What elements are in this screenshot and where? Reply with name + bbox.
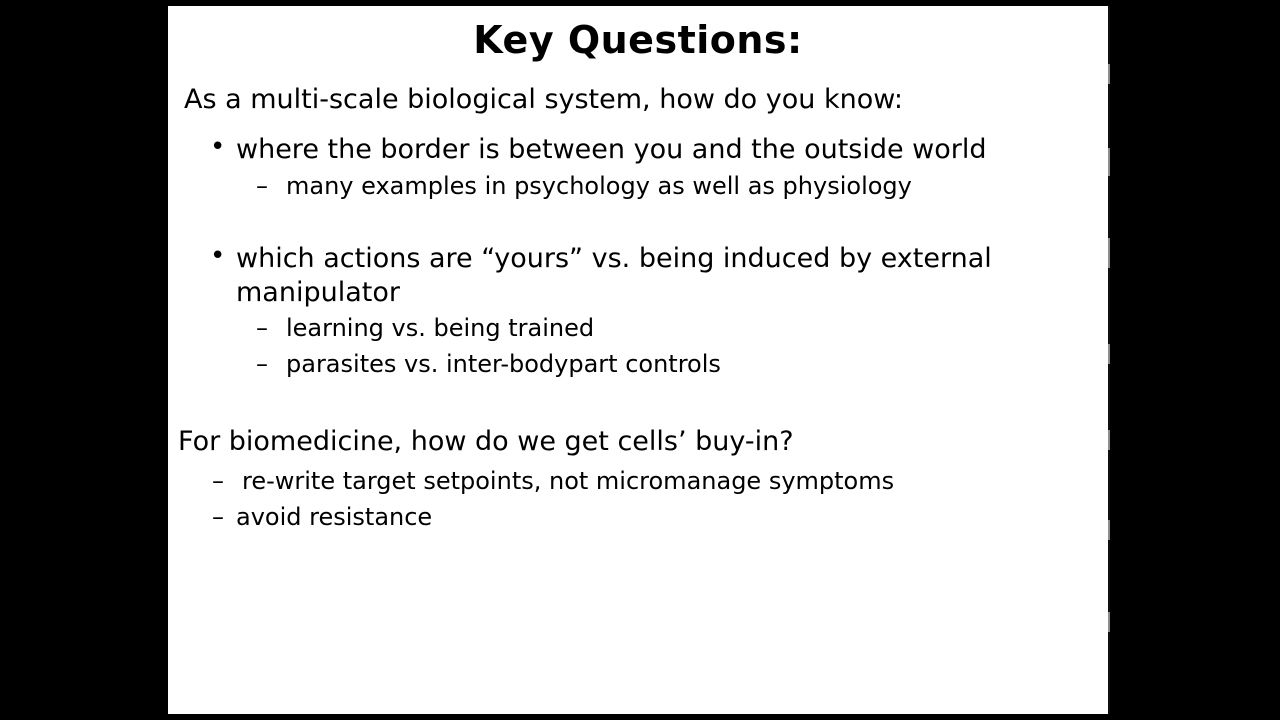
sub-bullet-item: – many examples in psychology as well as physiology	[256, 171, 1108, 202]
bullet-item: • where the border is between you and the outside world	[204, 133, 1096, 167]
bullet-item: • which actions are “yours” vs. being induced by external manipulator	[204, 242, 1096, 310]
sub-bullet-item: – learning vs. being trained	[256, 313, 1108, 344]
slide-title: Key Questions:	[473, 18, 803, 62]
bullet-list	[168, 133, 1108, 380]
closing-point: – re-write target setpoints, not micromanage symptoms	[212, 467, 1108, 495]
slide-lead-text: As a multi-scale biological system, how do you know:	[184, 84, 903, 115]
closing-heading: For biomedicine, how do we get cells’ buy-in?	[178, 425, 794, 457]
sub-bullet-item: – parasites vs. inter-bodypart controls	[256, 349, 1108, 380]
spacer	[168, 202, 1108, 242]
closing-point: – avoid resistance	[212, 503, 1108, 531]
presentation-slide	[168, 6, 1108, 714]
